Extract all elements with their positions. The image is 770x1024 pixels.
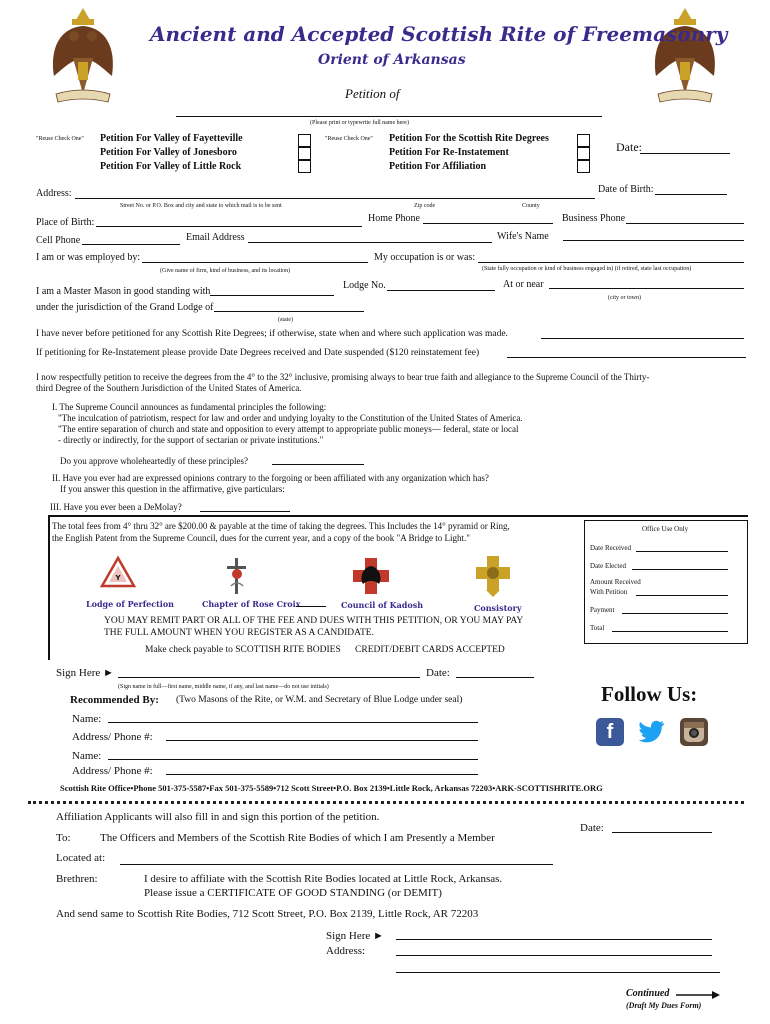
- date-elected-field[interactable]: [632, 569, 728, 570]
- address-field[interactable]: [75, 198, 595, 199]
- affiliation-address-label: Address:: [326, 945, 366, 957]
- checkbox-affiliation[interactable]: [577, 160, 590, 173]
- council-of-kadosh-label: Council of Kadosh: [341, 600, 424, 610]
- sign-here-label: Sign Here ►: [56, 667, 114, 679]
- reinstatement-label: Petition For Re-Instatement: [389, 147, 509, 158]
- wife-name-label: Wife's Name: [497, 231, 549, 242]
- affiliate-desire-line2: Please issue a CERTIFICATE OF GOOD STANDING (or DEMIT): [144, 887, 442, 899]
- affiliation-signature-field[interactable]: [396, 939, 712, 940]
- affiliation-label: Petition For Affiliation: [389, 161, 487, 172]
- recommender2-address-label: Address/ Phone #:: [72, 765, 153, 777]
- to-label: To:: [56, 832, 71, 844]
- principles-heading: I. The Supreme Council announces as fundamental principles the following:: [52, 402, 327, 412]
- valley-fayetteville-label: Petition For Valley of Fayetteville: [100, 133, 243, 144]
- affiliation-intro: Affiliation Applicants will also fill in and sign this portion of the petition.: [56, 811, 380, 823]
- employer-field[interactable]: [142, 262, 368, 263]
- principles-line1: "The inculcation of patriotism, respect for law and order and undying loyalty to the Constitution of the United States of America.: [58, 413, 523, 423]
- demolay-question: III. Have you ever been a DeMolay?: [50, 502, 182, 512]
- tear-off-dotted-rule: [28, 801, 744, 804]
- approve-answer-field[interactable]: [272, 464, 364, 465]
- office-use-title: Office Use Only: [642, 525, 689, 533]
- total-field[interactable]: [612, 631, 728, 632]
- occupation-hint: (State fully occupation or kind of business engaged in) (if retired, state last occupation): [482, 266, 692, 272]
- reinstatement-dates-field[interactable]: [507, 357, 746, 358]
- grand-lodge-field[interactable]: [214, 311, 364, 312]
- email-field[interactable]: [248, 242, 492, 243]
- recommended-by-label: Recommended By:: [70, 694, 159, 706]
- reinstatement-dates-label: If petitioning for Re-Instatement please provide Date Degrees received and Date suspended ($120 reinstatement fee): [36, 348, 480, 358]
- form-subtitle: Orient of Arkansas: [318, 52, 466, 68]
- fees-line1: The total fees from 4° thru 32° are $200.00 & payable at the time of taking the degrees. This Includes the 14° pyramid or Ring,: [52, 521, 510, 531]
- remit-line1: YOU MAY REMIT PART OR ALL OF THE FEE AND DUES WITH THIS PETITION, OR YOU MAY PAY: [104, 616, 524, 626]
- double-headed-eagle-emblem-left: [48, 6, 118, 112]
- wife-name-field[interactable]: [563, 240, 744, 241]
- recommended-note: (Two Masons of the Rite, or W.M. and Secretary of Blue Lodge under seal): [176, 695, 463, 705]
- consistory-emblem: [474, 554, 512, 598]
- affiliation-address-field-1[interactable]: [396, 955, 712, 956]
- at-or-near-field[interactable]: [549, 288, 744, 289]
- place-of-birth-label: Place of Birth:: [36, 217, 95, 228]
- fees-left-rule: [48, 515, 50, 660]
- occupation-field[interactable]: [478, 262, 744, 263]
- recommender2-address-field[interactable]: [166, 774, 478, 775]
- date-field[interactable]: [640, 153, 730, 154]
- print-hint: (Please print or typewrite full name here): [310, 120, 409, 126]
- county-hint: County: [522, 203, 540, 209]
- address-hint: Street No. or P.O. Box and city and state to which mail is to be sent: [120, 203, 282, 209]
- state-hint: (state): [278, 317, 293, 323]
- form-title: Ancient and Accepted Scottish Rite of Freemasonry: [150, 22, 728, 46]
- send-to-address: And send same to Scottish Rite Bodies, 712 Scott Street, P.O. Box 2139, Little Rock, AR 72203: [56, 908, 479, 920]
- petitioner-name-line[interactable]: [176, 116, 602, 117]
- reuse-check-right-note: "Reuse Check One": [325, 136, 373, 142]
- checkbox-reinstatement[interactable]: [577, 147, 590, 160]
- payment-field[interactable]: [622, 613, 728, 614]
- twitter-icon[interactable]: [637, 718, 665, 746]
- signature-field[interactable]: [118, 677, 420, 678]
- brethren-label: Brethren:: [56, 873, 98, 885]
- cell-phone-label: Cell Phone: [36, 235, 81, 246]
- master-mason-label: I am a Master Mason in good standing with: [36, 286, 211, 297]
- petition-text-line1: I now respectfully petition to receive the degrees from the 4° to the 32° inclusive, promising always to bear true faith and allegiance to the Supreme Council of the Thirty-: [36, 372, 650, 382]
- remit-line2: THE FULL AMOUNT WHEN YOU REGISTER AS A CANDIDATE.: [104, 628, 374, 638]
- checkbox-jonesboro[interactable]: [298, 147, 311, 160]
- affiliation-sign-here-label: Sign Here ►: [326, 930, 384, 942]
- amount-received-label: Amount Received: [590, 578, 641, 586]
- home-phone-field[interactable]: [423, 223, 553, 224]
- affiliate-desire-line1: I desire to affiliate with the Scottish Rite Bodies located at Little Rock, Arkansas.: [144, 873, 503, 885]
- located-at-label: Located at:: [56, 852, 106, 864]
- sign-date-field[interactable]: [456, 677, 534, 678]
- approve-question: Do you approve wholeheartedly of these principles?: [60, 456, 248, 466]
- demolay-answer-field[interactable]: [200, 511, 290, 512]
- lodge-no-field[interactable]: [387, 290, 495, 291]
- jurisdiction-label: under the jurisdiction of the Grand Lodge of: [36, 302, 214, 313]
- occupation-label: My occupation is or was:: [374, 252, 476, 263]
- particulars-prompt: If you answer this question in the affirmative, give particulars:: [60, 484, 285, 494]
- valley-jonesboro-label: Petition For Valley of Jonesboro: [100, 147, 237, 158]
- recommender1-address-field[interactable]: [166, 740, 478, 741]
- recommender1-name-label: Name:: [72, 713, 102, 725]
- dob-label: Date of Birth:: [598, 184, 654, 195]
- check-payable-note: Make check payable to SCOTTISH RITE BODIES CREDIT/DEBIT CARDS ACCEPTED: [145, 645, 505, 655]
- principles-line3: - directly or indirectly, for the support of sectarian or private institutions.": [58, 435, 324, 445]
- cell-phone-field[interactable]: [82, 244, 180, 245]
- arrow-right-icon: [676, 990, 720, 1000]
- business-phone-field[interactable]: [626, 223, 744, 224]
- business-phone-label: Business Phone: [562, 213, 626, 224]
- sign-hint: (Sign name in full—first name, middle name, if any, and last name—do not use initials): [118, 684, 329, 690]
- council-of-kadosh-emblem: [351, 556, 391, 596]
- never-petitioned-field[interactable]: [541, 338, 744, 339]
- date-label: Date:: [616, 140, 642, 154]
- rose-croix-label: Chapter of Rose Croix: [202, 599, 301, 609]
- consistory-label: Consistory: [474, 603, 522, 613]
- dob-field[interactable]: [655, 194, 727, 195]
- continued-label: Continued: [626, 988, 670, 999]
- to-text: The Officers and Members of the Scottish Rite Bodies of which I am Presently a Member: [100, 832, 495, 844]
- checkbox-little-rock[interactable]: [298, 160, 311, 173]
- recommender2-name-field[interactable]: [108, 759, 478, 760]
- affiliation-address-field-2[interactable]: [396, 972, 720, 973]
- zip-hint: Zip code: [414, 203, 436, 209]
- lodge-name-field[interactable]: [210, 295, 334, 296]
- amount-received-field[interactable]: [636, 595, 728, 596]
- lodge-of-perfection-emblem: [99, 554, 137, 592]
- sign-date-label: Date:: [426, 667, 450, 679]
- reuse-check-left-note: "Reuse Check One": [36, 136, 84, 142]
- petition-of-label: Petition of: [345, 86, 400, 101]
- petition-text-line2: third Degree of the Southern Jurisdiction of the United States of America.: [36, 383, 302, 393]
- scottish-rite-degrees-label: Petition For the Scottish Rite Degrees: [389, 133, 549, 144]
- rose-croix-divider: [296, 606, 326, 607]
- recommender1-name-field[interactable]: [108, 722, 478, 723]
- with-petition-label: With Petition: [590, 588, 628, 596]
- instagram-icon[interactable]: [680, 718, 708, 746]
- checkbox-fayetteville[interactable]: [298, 134, 311, 147]
- affiliation-date-field[interactable]: [612, 832, 712, 833]
- office-contact-line: Scottish Rite Office•Phone 501-375-5587•Fax 501-375-5589•712 Scott Street•P.O. Box 2139•Little Rock, Arkansas 72203•ARK-SCOTTISHRITE.ORG: [60, 783, 603, 793]
- home-phone-label: Home Phone: [368, 213, 420, 224]
- employed-label: I am or was employed by:: [36, 252, 141, 263]
- valley-little-rock-label: Petition For Valley of Little Rock: [100, 161, 242, 172]
- total-label: Total: [590, 624, 605, 632]
- date-elected-label: Date Elected: [590, 562, 626, 570]
- rose-croix-emblem: [222, 556, 252, 596]
- payment-label: Payment: [590, 606, 615, 614]
- facebook-icon[interactable]: f: [596, 718, 624, 746]
- fees-top-rule: [48, 515, 748, 517]
- never-petitioned-label: I have never before petitioned for any Scottish Rite Degrees; if otherwise, state when and where such application was made.: [36, 329, 508, 339]
- recommender2-name-label: Name:: [72, 750, 102, 762]
- at-or-near-label: At or near: [503, 279, 544, 290]
- recommender1-address-label: Address/ Phone #:: [72, 731, 153, 743]
- checkbox-scottish-rite[interactable]: [577, 134, 590, 147]
- lodge-of-perfection-label: Lodge of Perfection: [86, 599, 174, 609]
- employed-hint: (Give name of firm, kind of business, and its location): [160, 268, 291, 274]
- svg-text:Y: Y: [115, 574, 121, 582]
- opinions-question: II. Have you ever had are expressed opinions contrary to the forgoing or been affiliated with any organization which has?: [52, 473, 489, 483]
- date-received-label: Date Received: [590, 544, 632, 552]
- draft-dues-note: (Draft My Dues Form): [626, 1001, 702, 1010]
- fees-line2: the English Patent from the Supreme Council, dues for the current year, and a copy of the book "A Bridge to Light.": [52, 533, 470, 543]
- follow-us-heading: Follow Us:: [601, 682, 698, 706]
- city-hint: (city or town): [608, 295, 641, 301]
- email-label: Email Address: [186, 232, 245, 243]
- principles-line2: "The entire separation of church and state and opposition to every attempt to appropriate public moneys— federal, state or local: [58, 424, 519, 434]
- date-received-field[interactable]: [636, 551, 728, 552]
- lodge-no-label: Lodge No.: [343, 280, 386, 291]
- affiliation-date-label: Date:: [580, 822, 604, 834]
- located-at-field[interactable]: [120, 864, 553, 865]
- place-of-birth-field[interactable]: [96, 226, 362, 227]
- address-label: Address:: [36, 188, 72, 199]
